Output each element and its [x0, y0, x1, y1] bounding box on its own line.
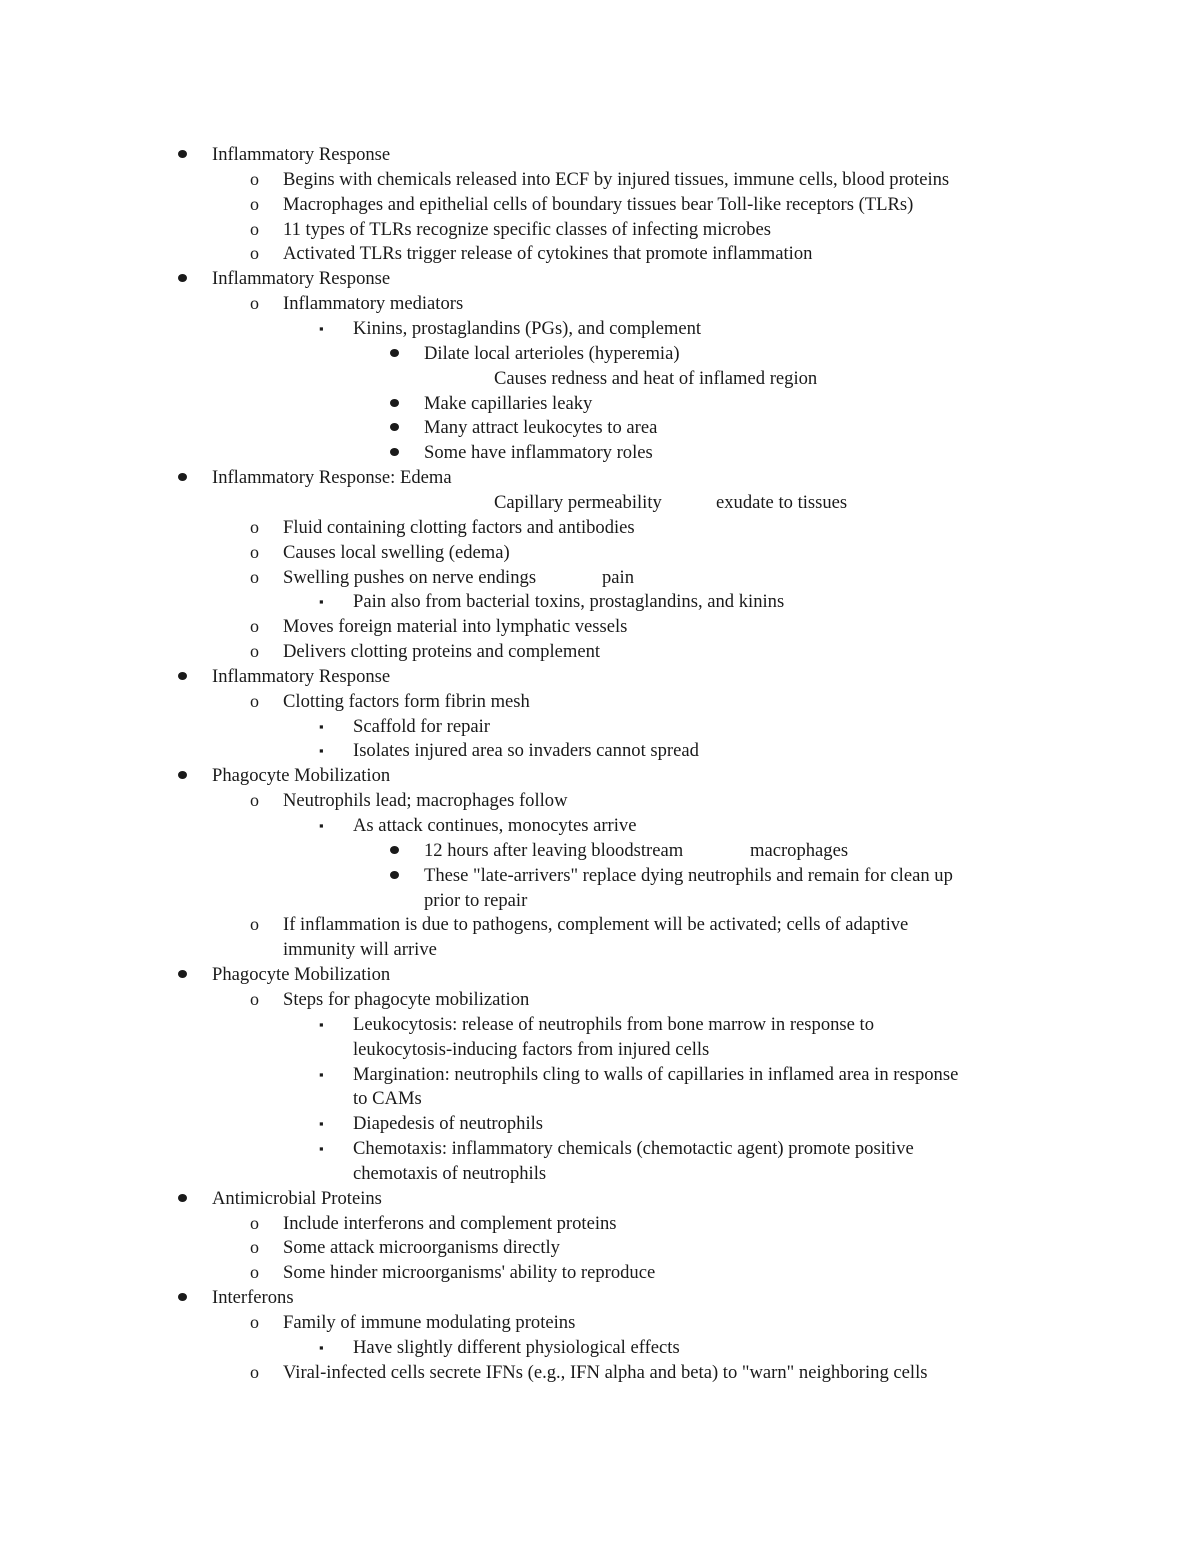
outline-line-text: chemotaxis of neutrophils — [353, 1162, 547, 1184]
bullet-circle-marker: o — [250, 641, 259, 661]
outline-line-text: to CAMs — [353, 1088, 422, 1110]
outline-line-text: Macrophages and epithelial cells of boundary tissues bear Toll-like receptors (TLRs) — [283, 193, 914, 215]
bullet-disc-icon — [178, 266, 188, 291]
bullet-circle-marker: o — [250, 293, 259, 314]
bullet-circle-marker: o — [250, 1237, 259, 1258]
bullet-circle-marker: o — [250, 193, 259, 214]
outline-line-text: Kinins, prostaglandins (PGs), and complement — [353, 318, 702, 339]
outline-line-text: Begins with chemicals released into ECF by injured tissues, immune cells, blood proteins — [283, 168, 950, 190]
outline-line-text: Fluid containing clotting factors and antibodies — [283, 516, 635, 538]
bullet-circle-marker: o — [250, 914, 259, 935]
outline-line-text: Pain also from bacterial toxins, prostaglandins, and kinins — [353, 591, 785, 613]
outline-line-text: Causes redness and heat of inflamed region — [494, 367, 818, 389]
outline-line-text: These "late-arrivers" replace dying neutrophils and remain for clean up — [424, 864, 953, 886]
bullet-circle-marker: o — [250, 790, 259, 811]
outline-line-text: Diapedesis of neutrophils — [353, 1113, 544, 1135]
outline-line-text: 12 hours after leaving bloodstream — [424, 839, 684, 861]
bullet-square-marker: ▪ — [319, 1141, 324, 1156]
outline-line-text: Inflammatory Response — [212, 268, 391, 290]
outline-line-text: Neutrophils lead; macrophages follow — [283, 790, 568, 812]
outline-line-text: Some hinder microorganisms' ability to reproduce — [283, 1262, 656, 1284]
bullet-circle-marker: o — [250, 541, 259, 562]
outline-line-text: Some have inflammatory roles — [424, 442, 653, 464]
bullet-disc-icon — [178, 465, 188, 490]
outline-line-text: 11 types of TLRs recognize specific classes of infecting microbes — [283, 218, 771, 240]
bullet-circle-marker: o — [250, 1212, 259, 1233]
bullet-square-marker: ▪ — [319, 321, 324, 336]
outline-line-result-text: exudate to tissues — [716, 491, 848, 513]
bullet-circle-marker: o — [250, 1262, 259, 1283]
outline-line-text: Include interferons and complement proteins — [283, 1212, 617, 1234]
bullet-circle-marker: o — [250, 168, 259, 189]
outline-line-text: immunity will arrive — [283, 939, 437, 961]
bullet-circle-marker: o — [250, 1361, 259, 1382]
outline-line-result-text: macrophages — [750, 839, 849, 861]
outline-line-text: Viral-infected cells secrete IFNs (e.g., IFN alpha and beta) to "warn" neighboring cells — [283, 1361, 928, 1383]
outline-line-text: Swelling pushes on nerve endings — [283, 566, 537, 588]
outline-line-text: prior to repair — [424, 889, 528, 911]
outline-line-text: Scaffold for repair — [353, 715, 490, 737]
bullet-disc-icon — [390, 440, 400, 465]
outline-line-text: Clotting factors form fibrin mesh — [283, 690, 530, 712]
bullet-disc-icon — [390, 863, 400, 888]
bullet-disc-icon — [178, 763, 188, 788]
outline-line-text: Isolates injured area so invaders cannot spread — [353, 740, 699, 762]
outline-line-text: Capillary permeability — [494, 491, 662, 513]
bullet-disc-icon — [178, 1186, 188, 1211]
outline-line-text: Antimicrobial Proteins — [212, 1187, 382, 1209]
outline-line-text: Delivers clotting proteins and complement — [283, 641, 601, 662]
bullet-disc-icon — [390, 391, 400, 416]
bullet-circle-marker: o — [250, 243, 259, 264]
outline-line-text: Have slightly different physiological effects — [353, 1336, 680, 1358]
bullet-disc-icon — [178, 142, 188, 167]
bullet-square-marker: ▪ — [319, 1116, 324, 1132]
bullet-square-marker: ▪ — [319, 1339, 324, 1355]
outline-line-text: Steps for phagocyte mobilization — [283, 988, 530, 1010]
outline-line-result-text: pain — [602, 566, 635, 588]
outline-line-text: Moves foreign material into lymphatic vessels — [283, 616, 628, 638]
outline-line-text: leukocytosis-inducing factors from injured cells — [353, 1038, 710, 1060]
bullet-disc-icon — [390, 838, 400, 863]
outline-line-text: Family of immune modulating proteins — [283, 1312, 576, 1333]
bullet-circle-marker: o — [250, 516, 259, 537]
outline-line-text: Dilate local arterioles (hyperemia) — [424, 342, 680, 364]
outline-line-text: Inflammatory Response — [212, 665, 391, 687]
bullet-square-marker: ▪ — [319, 818, 324, 833]
bullet-circle-marker: o — [250, 218, 259, 239]
bullet-circle-marker: o — [250, 616, 259, 637]
outline-line-text: Many attract leukocytes to area — [424, 417, 658, 439]
outline-line-text: If inflammation is due to pathogens, complement will be activated; cells of adaptive — [283, 914, 909, 936]
outline-line-text: Causes local swelling (edema) — [283, 541, 510, 563]
bullet-disc-icon — [178, 1285, 188, 1310]
bullet-disc-icon — [178, 962, 188, 987]
outline-line-text: Some attack microorganisms directly — [283, 1237, 560, 1259]
outline-line-text: Make capillaries leaky — [424, 392, 593, 414]
outline-line-text: Inflammatory Response — [212, 144, 391, 165]
outline-line-text: Inflammatory mediators — [283, 293, 464, 315]
outline-line-text: Leukocytosis: release of neutrophils from bone marrow in response to — [353, 1013, 875, 1035]
outline-line-text: Margination: neutrophils cling to walls of capillaries in inflamed area in response — [353, 1063, 959, 1085]
outline-line-text: Activated TLRs trigger release of cytokines that promote inflammation — [283, 243, 813, 265]
bullet-square-marker: ▪ — [319, 1016, 324, 1032]
bullet-square-marker: ▪ — [319, 1066, 324, 1082]
bullet-disc-icon — [390, 415, 400, 440]
bullet-square-marker: ▪ — [319, 718, 324, 734]
bullet-circle-marker: o — [250, 1312, 259, 1332]
bullet-square-marker: ▪ — [319, 743, 324, 759]
outline-line-text: As attack continues, monocytes arrive — [353, 815, 637, 836]
bullet-circle-marker: o — [250, 690, 259, 711]
bullet-disc-icon — [178, 664, 188, 689]
bullet-disc-icon — [390, 341, 400, 366]
outline-line-text: Inflammatory Response: Edema — [212, 467, 452, 489]
bullet-circle-marker: o — [250, 566, 259, 587]
bullet-square-marker: ▪ — [319, 594, 324, 610]
outline-line-text: Chemotaxis: inflammatory chemicals (chemotactic agent) promote positive — [353, 1138, 914, 1159]
outline-line-text: Phagocyte Mobilization — [212, 964, 391, 986]
outline-line-text: Interferons — [212, 1287, 294, 1309]
bullet-circle-marker: o — [250, 988, 259, 1009]
outline-line-text: Phagocyte Mobilization — [212, 765, 391, 787]
